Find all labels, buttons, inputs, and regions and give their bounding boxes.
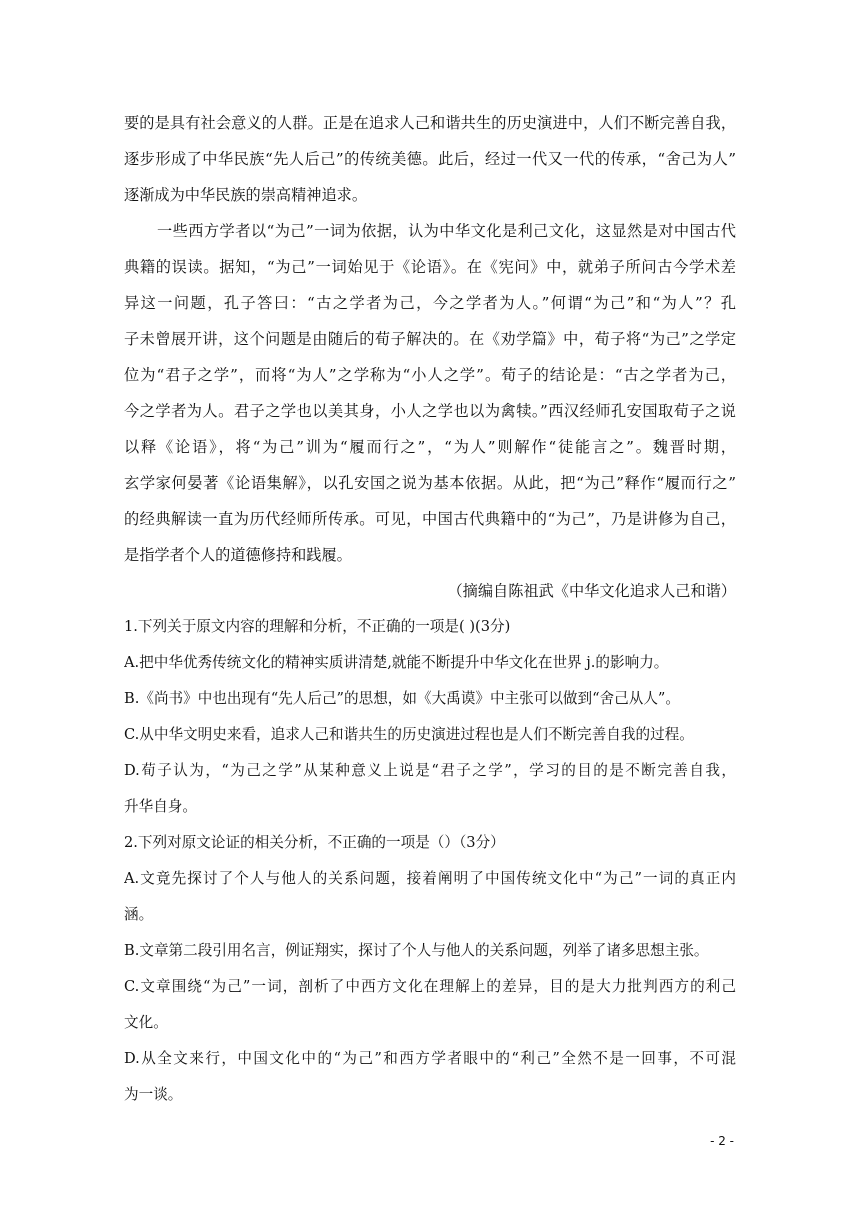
passage-line: 逐渐成为中华民族的崇高精神追求。 [124, 186, 367, 204]
question-stem: 2.下列对原文论证的相关分析，不正确的一项是（）（3分） [124, 834, 505, 851]
question-option: A.把中华优秀传统文化的精神实质讲清楚,就能不断提升中华文化在世界 j.的影响力。 [124, 654, 669, 671]
page-number: - 2 - [710, 1134, 734, 1148]
passage-line: 逐步形成了中华民族“先人后己”的传统美德。此后，经过一代又一代的传承，“舍己为人” [124, 150, 736, 168]
passage-line: 今之学者为人。君子之学也以美其身，小人之学也以为禽犊。”西汉经师孔安国取荀子之说 [124, 402, 736, 420]
source-citation: （摘编自陈祖武《中华文化追求人己和谐） [447, 582, 736, 600]
question-option: D.荀子认为，“为己之学”从某种意义上说是“君子之学”，学习的目的是不断完善自我， [124, 762, 736, 779]
question-option: A.文竟先探讨了个人与他人的关系问题，接着阐明了中国传统文化中“为己”一词的真正内 [124, 870, 736, 887]
question-option: B.文章第二段引用名言，例证翔实，探讨了个人与他人的关系问题，列举了诸多思想主张。 [124, 942, 709, 959]
question-option: D.从全文来行，中国文化中的“为己”和西方学者眼中的“利己”全然不是一回事，不可混 [124, 1050, 736, 1067]
question-option: C.文章围绕“为己”一词，剖析了中西方文化在理解上的差异，目的是大力批判西方的利己 [124, 978, 736, 995]
question-stem: 1.下列关于原文内容的理解和分析，不正确的一项是( )(3分) [124, 618, 511, 635]
passage-line: 玄学家何晏著《论语集解》，以孔安国之说为基本依据。从此，把“为己”释作“履而行之” [124, 474, 736, 492]
question-option-continued: 升华自身。 [124, 798, 197, 815]
question-option: C.从中华文明史来看，追求人己和谐共生的历史演进过程也是人们不断完善自我的过程。 [124, 726, 694, 743]
passage-line: 的经典解读一直为历代经师所传承。可见，中国古代典籍中的“为己”，乃是讲修为自己， [124, 510, 736, 528]
passage-line: 以释《论语》，将“为己”训为“履而行之”，“为人”则解作“徒能言之”。魏晋时期， [124, 438, 736, 456]
question-option-continued: 为一谈。 [124, 1086, 183, 1103]
passage-line: 要的是具有社会意义的人群。正是在追求人己和谐共生的历史演进中，人们不断完善自我， [124, 114, 736, 132]
passage-line: 位为“君子之学”，而将“为人”之学称为“小人之学”。荀子的结论是：“古之学者为己， [124, 366, 736, 384]
passage-line: 一些西方学者以“为己”一词为依据，认为中华文化是利己文化，这显然是对中国古代 [157, 222, 736, 240]
passage-line: 典籍的误读。据知，“为己”一词始见于《论语》。在《宪问》中，就弟子所问古今学术差 [124, 258, 736, 276]
passage-line: 是指学者个人的道德修持和践履。 [124, 546, 352, 564]
passage-line: 异这一问题，孔子答曰：“古之学者为己，今之学者为人。”何谓“为己”和“为人”？孔 [124, 294, 736, 312]
passage-line: 子未曾展开讲，这个问题是由随后的荀子解决的。在《劝学篇》中，荀子将“为己”之学定 [124, 330, 736, 348]
question-option: B.《尚书》中也出现有“先人后己”的思想，如《大禹谟》中主张可以做到“舍己从人”。 [124, 690, 680, 707]
question-option-continued: 文化。 [124, 1014, 168, 1031]
question-option-continued: 涵。 [124, 906, 154, 923]
